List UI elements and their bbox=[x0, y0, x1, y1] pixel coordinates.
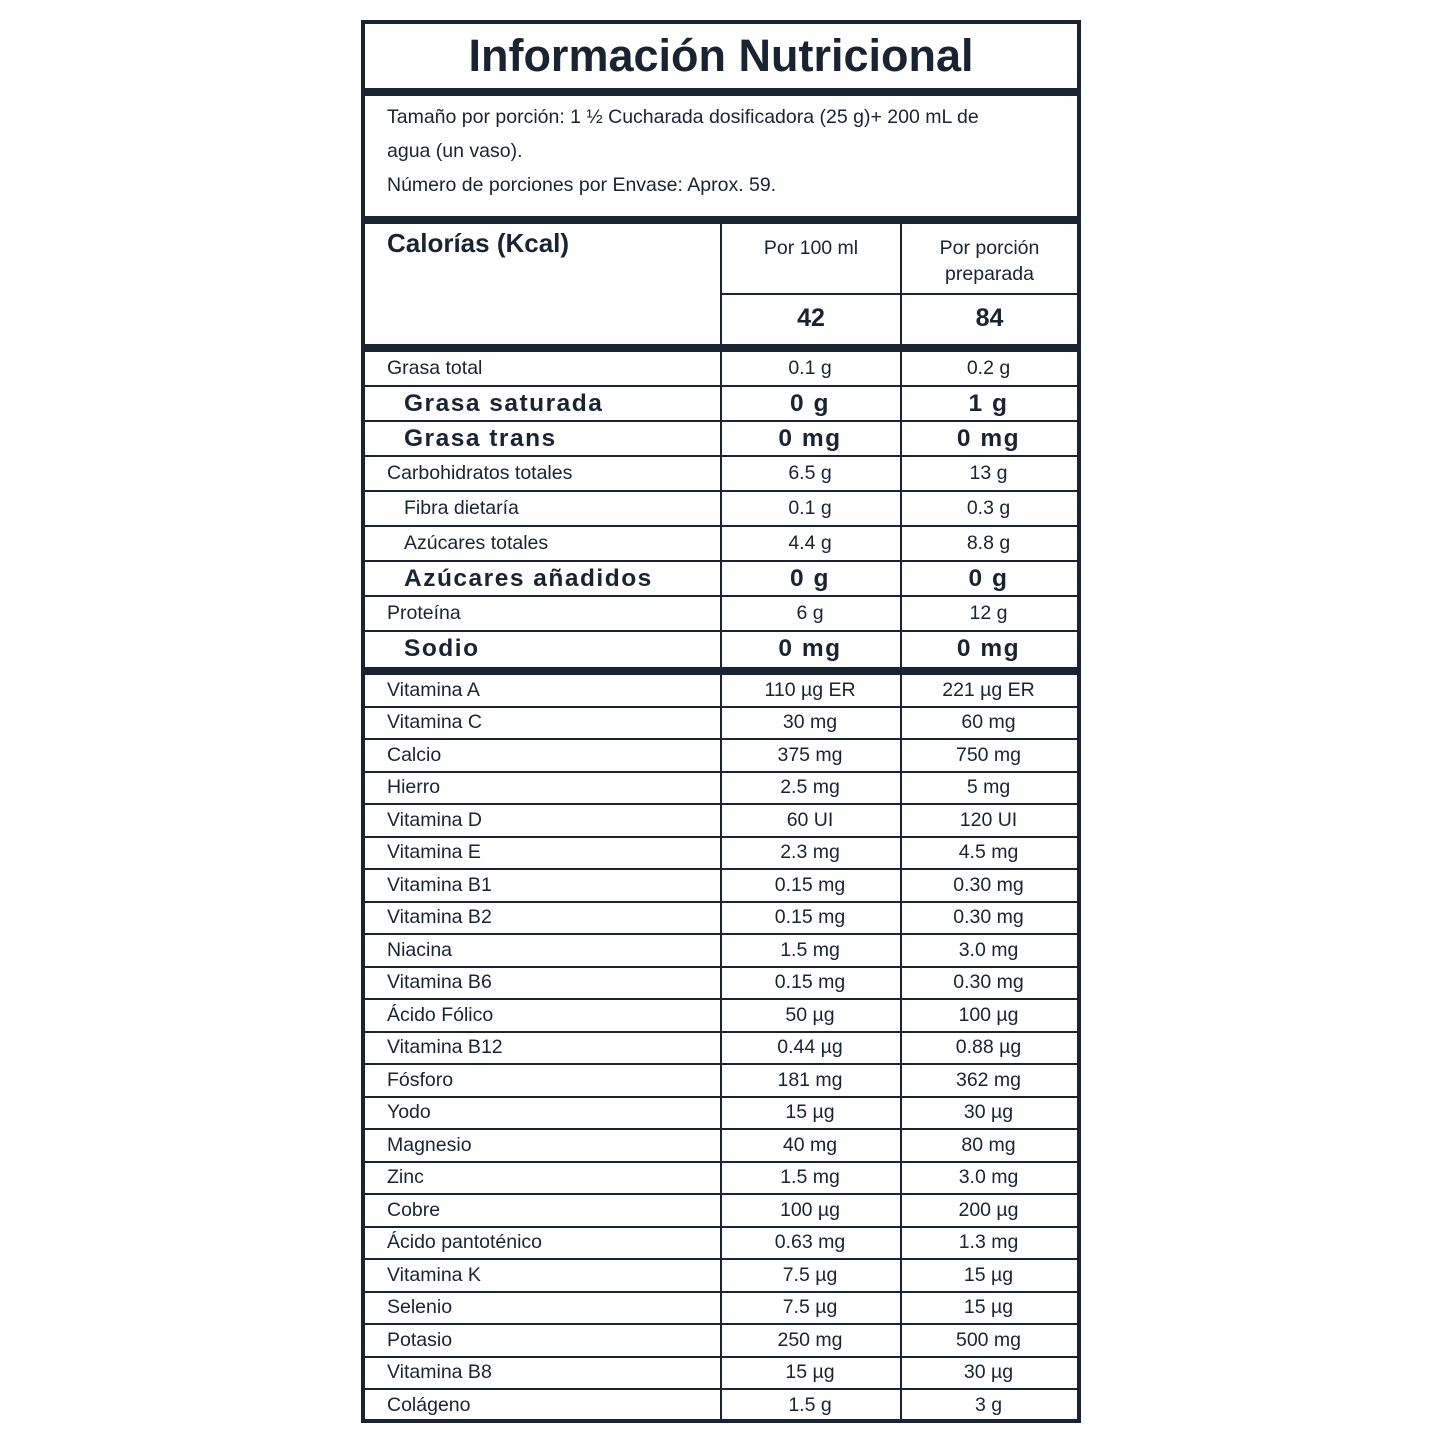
value-per-100ml: 375 mg bbox=[777, 743, 843, 766]
nutrient-name: Fibra dietaría bbox=[404, 497, 519, 519]
value-per-serving: 750 mg bbox=[955, 743, 1022, 766]
value-per-serving: 12 g bbox=[969, 602, 1008, 624]
macro-col-divider-1 bbox=[720, 352, 722, 667]
col-header-per-100ml: Por 100 ml bbox=[763, 237, 859, 259]
value-per-100ml: 100 µg bbox=[779, 1198, 841, 1221]
nutrient-name: Vitamina B8 bbox=[387, 1361, 492, 1384]
col-header-per-serving-line1: Por porción bbox=[939, 237, 1040, 259]
col-header-per-serving-line2: preparada bbox=[945, 263, 1034, 285]
nutrient-name: Grasa saturada bbox=[404, 389, 604, 417]
nutrient-name: Calcio bbox=[387, 743, 442, 766]
nutrient-name: Proteína bbox=[387, 602, 461, 624]
value-per-serving: 0 mg bbox=[956, 634, 1021, 662]
value-per-serving: 15 µg bbox=[963, 1296, 1014, 1319]
value-per-serving: 120 UI bbox=[959, 808, 1018, 831]
nutrient-name: Vitamina B6 bbox=[387, 971, 492, 994]
serving-divider bbox=[365, 216, 1077, 224]
value-per-100ml: 15 µg bbox=[785, 1101, 835, 1124]
nutrient-name: Magnesio bbox=[387, 1133, 472, 1156]
calories-col-divider-1 bbox=[720, 224, 722, 344]
value-per-100ml: 40 mg bbox=[782, 1133, 838, 1156]
value-per-100ml: 2.5 mg bbox=[780, 776, 840, 799]
value-per-serving: 3.0 mg bbox=[958, 938, 1019, 961]
nutrient-name: Niacina bbox=[387, 938, 453, 961]
value-per-100ml: 7.5 µg bbox=[782, 1263, 838, 1286]
nutrient-name: Carbohidratos totales bbox=[387, 462, 573, 484]
value-per-100ml: 0 mg bbox=[778, 424, 842, 452]
value-per-serving: 200 µg bbox=[958, 1198, 1019, 1221]
value-per-serving: 0.2 g bbox=[966, 357, 1011, 379]
value-per-serving: 500 mg bbox=[955, 1328, 1022, 1351]
value-per-serving: 30 µg bbox=[963, 1361, 1014, 1384]
nutrient-name: Zinc bbox=[387, 1166, 424, 1189]
value-per-serving: 221 µg ER bbox=[942, 678, 1035, 701]
value-per-100ml: 15 µg bbox=[785, 1361, 835, 1384]
value-per-100ml: 30 mg bbox=[782, 711, 838, 734]
nutrient-name: Vitamina K bbox=[387, 1263, 481, 1286]
value-per-100ml: 0.1 g bbox=[788, 497, 832, 519]
value-per-serving: 4.5 mg bbox=[958, 841, 1019, 864]
value-per-100ml: 1.5 mg bbox=[780, 938, 840, 961]
value-per-100ml: 0.1 g bbox=[788, 357, 832, 379]
value-per-100ml: 0.15 mg bbox=[774, 971, 846, 994]
value-per-serving: 0.30 mg bbox=[953, 906, 1024, 929]
value-per-100ml: 250 mg bbox=[777, 1328, 843, 1351]
value-per-serving: 1.3 mg bbox=[958, 1231, 1019, 1254]
value-per-100ml: 0.63 mg bbox=[774, 1231, 846, 1254]
value-per-100ml: 1.5 g bbox=[788, 1393, 832, 1416]
nutrient-name: Fósforo bbox=[387, 1068, 454, 1091]
col-header-per-serving bbox=[902, 235, 1077, 287]
nutrient-name: Grasa total bbox=[387, 357, 483, 379]
value-per-serving: 362 mg bbox=[955, 1068, 1022, 1091]
value-per-serving: 30 µg bbox=[963, 1101, 1014, 1124]
nutrient-name: Ácido pantoténico bbox=[387, 1231, 543, 1254]
value-per-serving: 5 mg bbox=[966, 776, 1011, 799]
calories-label: Calorías (Kcal) bbox=[387, 228, 570, 258]
nutrient-name: Vitamina B2 bbox=[387, 906, 492, 929]
value-per-serving: 8.8 g bbox=[966, 532, 1011, 554]
calories-sub-divider bbox=[720, 293, 1077, 295]
value-per-100ml: 6.5 g bbox=[788, 462, 832, 484]
nutrient-name: Ácido Fólico bbox=[387, 1003, 494, 1026]
value-per-serving: 60 mg bbox=[961, 711, 1016, 734]
value-per-100ml: 50 µg bbox=[785, 1003, 835, 1026]
title-divider bbox=[365, 88, 1077, 96]
value-per-100ml: 0.15 mg bbox=[774, 906, 846, 929]
value-per-100ml: 0.15 mg bbox=[774, 873, 846, 896]
serving-info bbox=[387, 100, 1057, 202]
value-per-100ml: 110 µg ER bbox=[764, 678, 856, 701]
serving-size-line: Tamaño por porción: 1 ½ Cucharada dosificadora (25 g)+ 200 mL de bbox=[387, 106, 979, 128]
nutrient-name: Vitamina E bbox=[387, 841, 481, 864]
nutrient-name: Selenio bbox=[387, 1296, 453, 1319]
value-per-100ml: 6 g bbox=[796, 602, 824, 624]
nutrient-name: Vitamina B12 bbox=[387, 1036, 503, 1059]
value-per-serving: 13 g bbox=[969, 462, 1008, 484]
value-per-serving: 0 mg bbox=[956, 424, 1021, 452]
value-per-100ml: 181 mg bbox=[777, 1068, 843, 1091]
serving-size-line-cont: agua (un vaso). bbox=[387, 140, 523, 162]
nutrient-name: Azúcares totales bbox=[404, 532, 549, 554]
label-title: Información Nutricional bbox=[468, 30, 974, 81]
calories-per-100ml: 42 bbox=[797, 304, 825, 332]
vitamin-col-divider-2 bbox=[900, 675, 902, 1423]
nutrient-name: Vitamina B1 bbox=[387, 873, 492, 896]
nutrient-name: Yodo bbox=[387, 1101, 431, 1124]
value-per-serving: 80 mg bbox=[961, 1133, 1016, 1156]
nutrition-label bbox=[361, 20, 1081, 1423]
value-per-serving: 0 g bbox=[968, 564, 1009, 592]
value-per-serving: 3 g bbox=[974, 1393, 1003, 1416]
value-per-100ml: 0 g bbox=[790, 389, 830, 417]
calories-col-divider-2 bbox=[900, 224, 902, 344]
value-per-serving: 100 µg bbox=[958, 1003, 1019, 1026]
nutrient-name: Vitamina C bbox=[387, 711, 483, 734]
value-per-100ml: 0.44 µg bbox=[777, 1036, 843, 1059]
nutrient-name: Sodio bbox=[404, 634, 480, 662]
value-per-100ml: 7.5 µg bbox=[782, 1296, 838, 1319]
value-per-100ml: 60 UI bbox=[786, 808, 834, 831]
value-per-serving: 1 g bbox=[968, 389, 1009, 417]
nutrient-name: Grasa trans bbox=[404, 424, 557, 452]
value-per-100ml: 0 mg bbox=[778, 634, 842, 662]
value-per-serving: 0.3 g bbox=[966, 497, 1011, 519]
nutrient-name: Cobre bbox=[387, 1198, 441, 1221]
value-per-serving: 0.30 mg bbox=[953, 971, 1024, 994]
nutrient-name: Azúcares añadidos bbox=[404, 564, 653, 592]
value-per-100ml: 4.4 g bbox=[788, 532, 832, 554]
nutrient-name: Vitamina D bbox=[387, 808, 483, 831]
calories-divider bbox=[365, 344, 1077, 352]
nutrient-name: Potasio bbox=[387, 1328, 453, 1351]
nutrient-name: Colágeno bbox=[387, 1393, 471, 1416]
value-per-serving: 0.88 µg bbox=[955, 1036, 1022, 1059]
nutrient-name: Hierro bbox=[387, 776, 441, 799]
calories-per-serving: 84 bbox=[975, 304, 1004, 332]
value-per-100ml: 2.3 mg bbox=[780, 841, 840, 864]
value-per-serving: 3.0 mg bbox=[958, 1166, 1019, 1189]
macro-divider bbox=[365, 667, 1077, 675]
nutrient-name: Vitamina A bbox=[387, 678, 480, 701]
value-per-100ml: 1.5 mg bbox=[780, 1166, 840, 1189]
macro-col-divider-2 bbox=[900, 352, 902, 667]
value-per-serving: 0.30 mg bbox=[953, 873, 1024, 896]
value-per-100ml: 0 g bbox=[790, 564, 830, 592]
vitamin-col-divider-1 bbox=[720, 675, 722, 1423]
servings-per-container: Número de porciones por Envase: Aprox. 59. bbox=[387, 174, 777, 196]
value-per-serving: 15 µg bbox=[963, 1263, 1014, 1286]
